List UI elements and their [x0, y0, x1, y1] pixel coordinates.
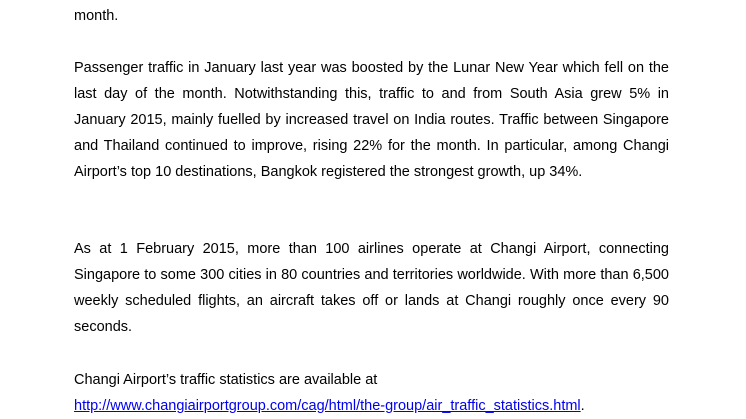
- paragraph-passenger-traffic: Passenger traffic in January last year was boosted by the Lunar New Year which fell on the last day of the month. Notwithstanding this, traffic to and from South Asia grew 5% in January 2015, mainly fuelled by increased travel on India routes. Traffic between Singapore and Thailand continued to improve, rising 22% for the month. In particular, among Changi Airport’s top 10 destinations, Bangkok registered the strongest growth, up 34%.: [74, 60, 669, 180]
- fragment-text: month.: [74, 8, 119, 24]
- paragraph-fragment-top: [74, 3, 669, 29]
- statistics-intro-text: Changi Airport’s traffic statistics are available at: [74, 372, 378, 388]
- paragraph-statistics: [74, 367, 669, 419]
- paragraph-airlines: As at 1 February 2015, more than 100 airlines operate at Changi Airport, connecting Singapore to some 300 cities in 80 countries and territories worldwide. With more than 6,500 weekly scheduled flights, an aircraft takes off or lands at Changi roughly once every 90 seconds.: [74, 241, 669, 335]
- statistics-link[interactable]: http://www.changiairportgroup.com/cag/html/the-group/air_traffic_statistics.html: [74, 398, 581, 414]
- statistics-period: .: [580, 398, 585, 414]
